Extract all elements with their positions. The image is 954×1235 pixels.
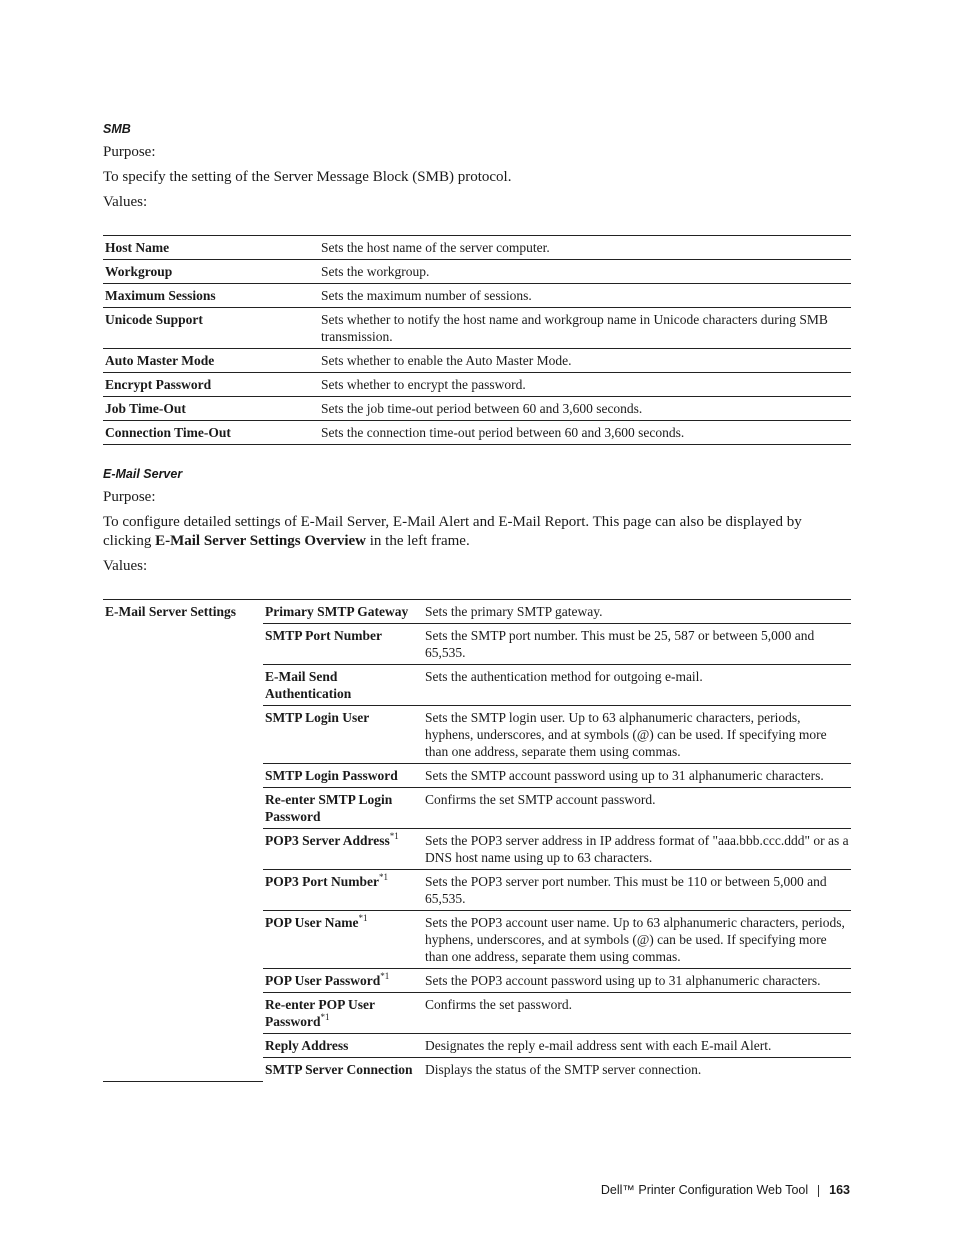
- smb-table-row: [103, 284, 851, 308]
- email-setting-name-cell: [263, 1034, 423, 1058]
- smb-setting-description: Sets the job time-out period between 60 and 3,600 seconds.: [321, 401, 643, 416]
- email-purpose-text-end: in the left frame.: [366, 533, 470, 549]
- smb-setting-description: Sets whether to encrypt the password.: [321, 377, 526, 392]
- email-setting-description: Displays the status of the SMTP server connection.: [425, 1062, 702, 1077]
- email-setting-description: Confirms the set SMTP account password.: [423, 788, 851, 829]
- smb-setting-description: Sets the host name of the server computer.: [321, 240, 550, 255]
- smb-setting-description: Sets the connection time-out period between 60 and 3,600 seconds.: [321, 425, 685, 440]
- smb-values-table: [103, 235, 851, 445]
- page-content: [103, 118, 851, 1082]
- email-purpose-label: Purpose:: [103, 489, 156, 505]
- email-setting-description: Sets the POP3 server port number. This must be 110 or between 5,000 and 65,535.: [423, 870, 851, 911]
- email-setting-name: E-Mail Send Authentication: [265, 669, 352, 701]
- email-server-heading: E-Mail Server: [103, 467, 183, 481]
- smb-setting-name: Unicode Support: [105, 312, 203, 327]
- email-setting-name: Re-enter POP User Password: [265, 997, 375, 1029]
- smb-setting-description: Sets whether to notify the host name and workgroup name in Unicode characters during SMB transmission.: [321, 312, 828, 344]
- footnote-marker: *1: [389, 830, 399, 841]
- email-setting-name-cell: [263, 870, 423, 911]
- email-setting-description: Confirms the set password.: [423, 993, 851, 1034]
- smb-setting-name: Connection Time-Out: [105, 425, 231, 440]
- email-setting-name: SMTP Port Number: [265, 628, 382, 643]
- footer-title: Dell™ Printer Configuration Web Tool: [600, 1183, 809, 1197]
- smb-table-row: [103, 373, 851, 397]
- page-number: 163: [829, 1183, 850, 1197]
- smb-setting-name: Host Name: [105, 240, 170, 255]
- smb-setting-description: Sets whether to enable the Auto Master Mode.: [321, 353, 572, 368]
- email-setting-name-cell: [263, 764, 423, 788]
- email-setting-name: POP3 Port Number: [265, 874, 379, 889]
- footnote-marker: *1: [380, 970, 390, 981]
- footnote-marker: *1: [358, 912, 368, 923]
- email-setting-description: Sets the SMTP port number. This must be 25, 587 or between 5,000 and 65,535.: [423, 624, 851, 665]
- smb-heading: SMB: [103, 122, 131, 136]
- smb-setting-description: Sets the workgroup.: [321, 264, 430, 279]
- email-table-row: [103, 600, 851, 624]
- email-setting-description: Sets the POP3 account user name. Up to 63 alphanumeric characters, periods, hyphens, underscores, and at symbols (@) can be used. If specifying more than one address, separate them using commas.: [423, 911, 851, 969]
- email-setting-description: Designates the reply e-mail address sent with each E-mail Alert.: [423, 1034, 851, 1058]
- email-setting-name: POP User Name: [265, 915, 359, 930]
- email-setting-description: Sets the POP3 server address in IP address format of "aaa.bbb.ccc.ddd" or as a DNS host name using up to 63 characters.: [423, 829, 851, 870]
- smb-setting-name: Auto Master Mode: [105, 353, 215, 368]
- email-values-label: Values:: [103, 558, 148, 574]
- email-setting-name-cell: [263, 1058, 423, 1082]
- footnote-marker: *1: [378, 871, 388, 882]
- email-purpose-text-start: To configure detailed settings of E-Mail Server, E-Mail Alert and E-Mail Report. This page can also be displayed by clicking: [103, 514, 802, 549]
- smb-table-row: [103, 349, 851, 373]
- email-setting-name: Primary SMTP Gateway: [265, 604, 409, 619]
- email-values-table: [103, 599, 851, 1082]
- smb-setting-description: Sets the maximum number of sessions.: [321, 288, 532, 303]
- smb-table-row: [103, 308, 851, 349]
- smb-setting-name: Job Time-Out: [105, 401, 186, 416]
- email-settings-group-label: E-Mail Server Settings: [103, 600, 263, 1082]
- email-setting-name-cell: [263, 624, 423, 665]
- footer-separator: [818, 1185, 819, 1197]
- smb-setting-name: Encrypt Password: [105, 377, 212, 392]
- email-setting-name: Reply Address: [265, 1038, 349, 1053]
- email-setting-name-cell: [263, 706, 423, 764]
- email-setting-name-cell: [263, 600, 423, 624]
- email-setting-name: POP3 Server Address: [265, 833, 390, 848]
- smb-setting-name: Workgroup: [105, 264, 173, 279]
- email-setting-name-cell: [263, 911, 423, 969]
- email-setting-name: SMTP Login Password: [265, 768, 398, 783]
- smb-table-row: [103, 397, 851, 421]
- smb-setting-name: Maximum Sessions: [105, 288, 216, 303]
- email-setting-name-cell: [263, 829, 423, 870]
- email-setting-name-cell: [263, 969, 423, 993]
- email-purpose-text: [103, 513, 851, 551]
- email-setting-name: POP User Password: [265, 973, 381, 988]
- email-setting-name: SMTP Server Connection: [265, 1062, 413, 1077]
- email-setting-name-cell: [263, 993, 423, 1034]
- email-setting-description: Sets the SMTP account password using up to 31 alphanumeric characters.: [423, 764, 851, 788]
- email-setting-name-cell: [263, 788, 423, 829]
- email-setting-description: Sets the POP3 account password using up to 31 alphanumeric characters.: [423, 969, 851, 993]
- smb-table-row: [103, 260, 851, 284]
- smb-values-label: Values:: [103, 194, 148, 210]
- email-setting-name: Re-enter SMTP Login Password: [265, 792, 393, 824]
- smb-table-row: [103, 236, 851, 260]
- email-setting-description: Sets the primary SMTP gateway.: [423, 600, 851, 624]
- email-setting-name-cell: [263, 665, 423, 706]
- email-overview-link-text: E-Mail Server Settings Overview: [155, 533, 367, 549]
- page-footer: [601, 1180, 850, 1200]
- email-setting-description: Sets the SMTP login user. Up to 63 alphanumeric characters, periods, hyphens, underscores, and at symbols (@) can be used. If specifying more than one address, separate them using commas.: [423, 706, 851, 764]
- email-setting-name: SMTP Login User: [265, 710, 370, 725]
- smb-purpose-text: To specify the setting of the Server Message Block (SMB) protocol.: [103, 169, 512, 185]
- smb-purpose-label: Purpose:: [103, 144, 156, 160]
- smb-table-row: [103, 421, 851, 445]
- footnote-marker: *1: [320, 1011, 330, 1022]
- email-setting-description: Sets the authentication method for outgoing e-mail.: [423, 665, 851, 706]
